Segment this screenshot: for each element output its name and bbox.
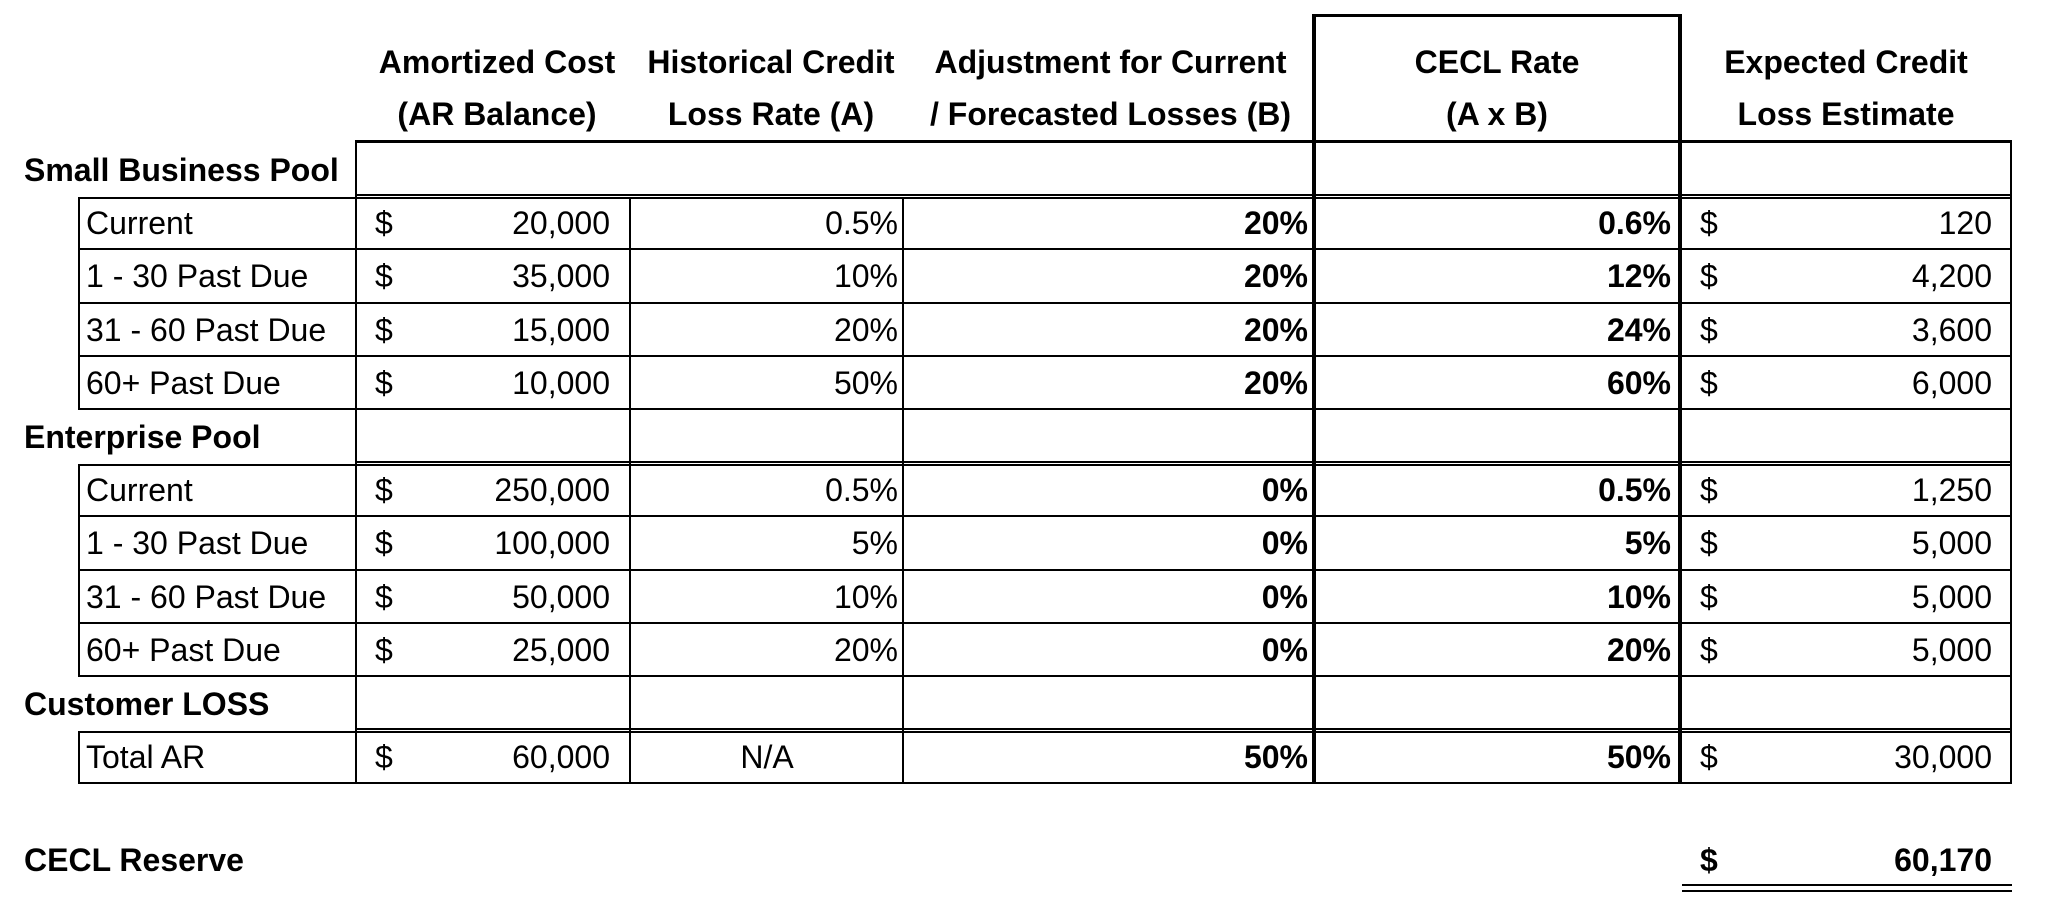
cecl-rate-value: 50%: [1606, 739, 1671, 775]
adjustment-value: 0%: [1261, 579, 1308, 615]
grid-line: [355, 461, 2012, 463]
historical-rate-value: 5%: [851, 525, 898, 561]
cecl-reserve-label: CECL Reserve: [24, 842, 244, 878]
currency-symbol: $: [375, 312, 393, 348]
grid-line: [78, 302, 2012, 304]
cecl-rate-value: 60%: [1606, 365, 1671, 401]
grid-line: [355, 194, 2012, 196]
cecl-rate-value: 20%: [1606, 632, 1671, 668]
cecl-reserve-value: 60,170: [1894, 842, 1992, 878]
currency-symbol: $: [1700, 365, 1718, 401]
amortized-cost-value: 15,000: [512, 312, 610, 348]
header-historical-loss-rate: [631, 36, 911, 140]
expected-loss-value: 4,200: [1911, 258, 1992, 294]
grid-line: [902, 197, 904, 784]
grid-line: [78, 569, 2012, 571]
expected-loss-value: 5,000: [1911, 632, 1992, 668]
currency-symbol: $: [1700, 312, 1718, 348]
cecl-box-left: [1312, 14, 1316, 784]
cecl-rate-value: 0.5%: [1598, 472, 1671, 508]
grid-line: [355, 728, 2012, 730]
row-label: 60+ Past Due: [86, 632, 281, 668]
grid-line: [78, 464, 2012, 466]
header-cecl-line2: (A x B): [1446, 96, 1548, 132]
grid-line: [2010, 140, 2012, 784]
historical-rate-value: N/A: [740, 739, 794, 775]
currency-symbol: $: [375, 472, 393, 508]
expected-loss-value: 6,000: [1911, 365, 1992, 401]
currency-symbol: $: [1700, 739, 1718, 775]
row-label: 60+ Past Due: [86, 365, 281, 401]
historical-rate-value: 20%: [833, 632, 898, 668]
currency-symbol: $: [375, 365, 393, 401]
total-double-underline-top: [1682, 884, 2012, 886]
grid-line: [78, 782, 2012, 784]
adjustment-value: 20%: [1243, 312, 1308, 348]
header-amortized-line2: (AR Balance): [397, 96, 597, 132]
grid-line: [78, 248, 2012, 250]
grid-line: [78, 675, 2012, 677]
cecl-rate-value: 10%: [1606, 579, 1671, 615]
grid-line: [355, 140, 357, 784]
expected-loss-value: 5,000: [1911, 579, 1992, 615]
historical-rate-value: 10%: [833, 258, 898, 294]
header-cecl-line1: CECL Rate: [1414, 44, 1580, 80]
row-label: Current: [86, 472, 193, 508]
amortized-cost-value: 60,000: [512, 739, 610, 775]
adjustment-value: 20%: [1243, 205, 1308, 241]
group-heading-small-business: Small Business Pool: [24, 152, 339, 188]
currency-symbol: $: [1700, 472, 1718, 508]
cecl-rate-value: 24%: [1606, 312, 1671, 348]
currency-symbol: $: [1700, 525, 1718, 561]
adjustment-value: 20%: [1243, 258, 1308, 294]
header-historical-line2: Loss Rate (A): [667, 96, 875, 132]
cecl-box-right: [1678, 14, 1682, 784]
expected-loss-value: 5,000: [1911, 525, 1992, 561]
grid-line: [78, 197, 80, 409]
grid-line: [78, 408, 2012, 410]
grid-line: [78, 731, 2012, 733]
cecl-rate-value: 12%: [1606, 258, 1671, 294]
amortized-cost-value: 10,000: [512, 365, 610, 401]
group-heading-enterprise: Enterprise Pool: [24, 419, 261, 455]
cecl-box-top: [1312, 14, 1682, 17]
currency-symbol: $: [1700, 258, 1718, 294]
currency-symbol: $: [375, 205, 393, 241]
currency-symbol: $: [1700, 632, 1718, 668]
row-label: 1 - 30 Past Due: [86, 525, 309, 561]
group-heading-customer-loss: Customer LOSS: [24, 686, 270, 722]
grid-line: [78, 355, 2012, 357]
currency-symbol: $: [375, 258, 393, 294]
historical-rate-value: 20%: [833, 312, 898, 348]
historical-rate-value: 10%: [833, 579, 898, 615]
currency-symbol: $: [1700, 205, 1718, 241]
cecl-rate-value: 0.6%: [1598, 205, 1671, 241]
amortized-cost-value: 20,000: [512, 205, 610, 241]
historical-rate-value: 0.5%: [825, 472, 898, 508]
expected-loss-value: 1,250: [1911, 472, 1992, 508]
expected-loss-value: 3,600: [1911, 312, 1992, 348]
header-adjustment: [903, 36, 1318, 140]
currency-symbol: $: [1700, 579, 1718, 615]
amortized-cost-value: 50,000: [512, 579, 610, 615]
grid-line: [78, 731, 80, 784]
header-historical-line1: Historical Credit: [647, 44, 895, 80]
header-expected-line1: Expected Credit: [1724, 44, 1968, 80]
expected-loss-value: 30,000: [1894, 739, 1992, 775]
grid-line: [629, 197, 631, 784]
historical-rate-value: 0.5%: [825, 205, 898, 241]
header-amortized-cost: [357, 36, 637, 140]
amortized-cost-value: 35,000: [512, 258, 610, 294]
cecl-rate-value: 5%: [1624, 525, 1671, 561]
adjustment-value: 50%: [1243, 739, 1308, 775]
grid-line: [78, 464, 80, 677]
currency-symbol: $: [375, 579, 393, 615]
currency-symbol: $: [375, 632, 393, 668]
adjustment-value: 0%: [1261, 632, 1308, 668]
adjustment-value: 0%: [1261, 472, 1308, 508]
row-label: 31 - 60 Past Due: [86, 312, 327, 348]
header-expected-loss: [1680, 36, 2012, 140]
header-amortized-line1: Amortized Cost: [378, 44, 616, 80]
row-label: Current: [86, 205, 193, 241]
amortized-cost-value: 25,000: [512, 632, 610, 668]
grid-line: [78, 622, 2012, 624]
row-label: Total AR: [86, 739, 206, 775]
cecl-reserve-currency: $: [1700, 842, 1718, 878]
header-adjustment-line1: Adjustment for Current: [934, 44, 1287, 80]
grid-line: [78, 197, 2012, 199]
amortized-cost-value: 100,000: [494, 525, 610, 561]
historical-rate-value: 50%: [833, 365, 898, 401]
grid-line: [78, 515, 2012, 517]
total-double-underline-bottom: [1682, 890, 2012, 892]
currency-symbol: $: [375, 739, 393, 775]
amortized-cost-value: 250,000: [494, 472, 610, 508]
row-label: 1 - 30 Past Due: [86, 258, 309, 294]
header-expected-line2: Loss Estimate: [1737, 96, 1955, 132]
header-adjustment-line2: / Forecasted Losses (B): [930, 96, 1291, 132]
header-cecl-rate: [1314, 36, 1680, 140]
expected-loss-value: 120: [1938, 205, 1992, 241]
row-label: 31 - 60 Past Due: [86, 579, 327, 615]
adjustment-value: 20%: [1243, 365, 1308, 401]
currency-symbol: $: [375, 525, 393, 561]
adjustment-value: 0%: [1261, 525, 1308, 561]
header-underline: [355, 140, 2012, 143]
